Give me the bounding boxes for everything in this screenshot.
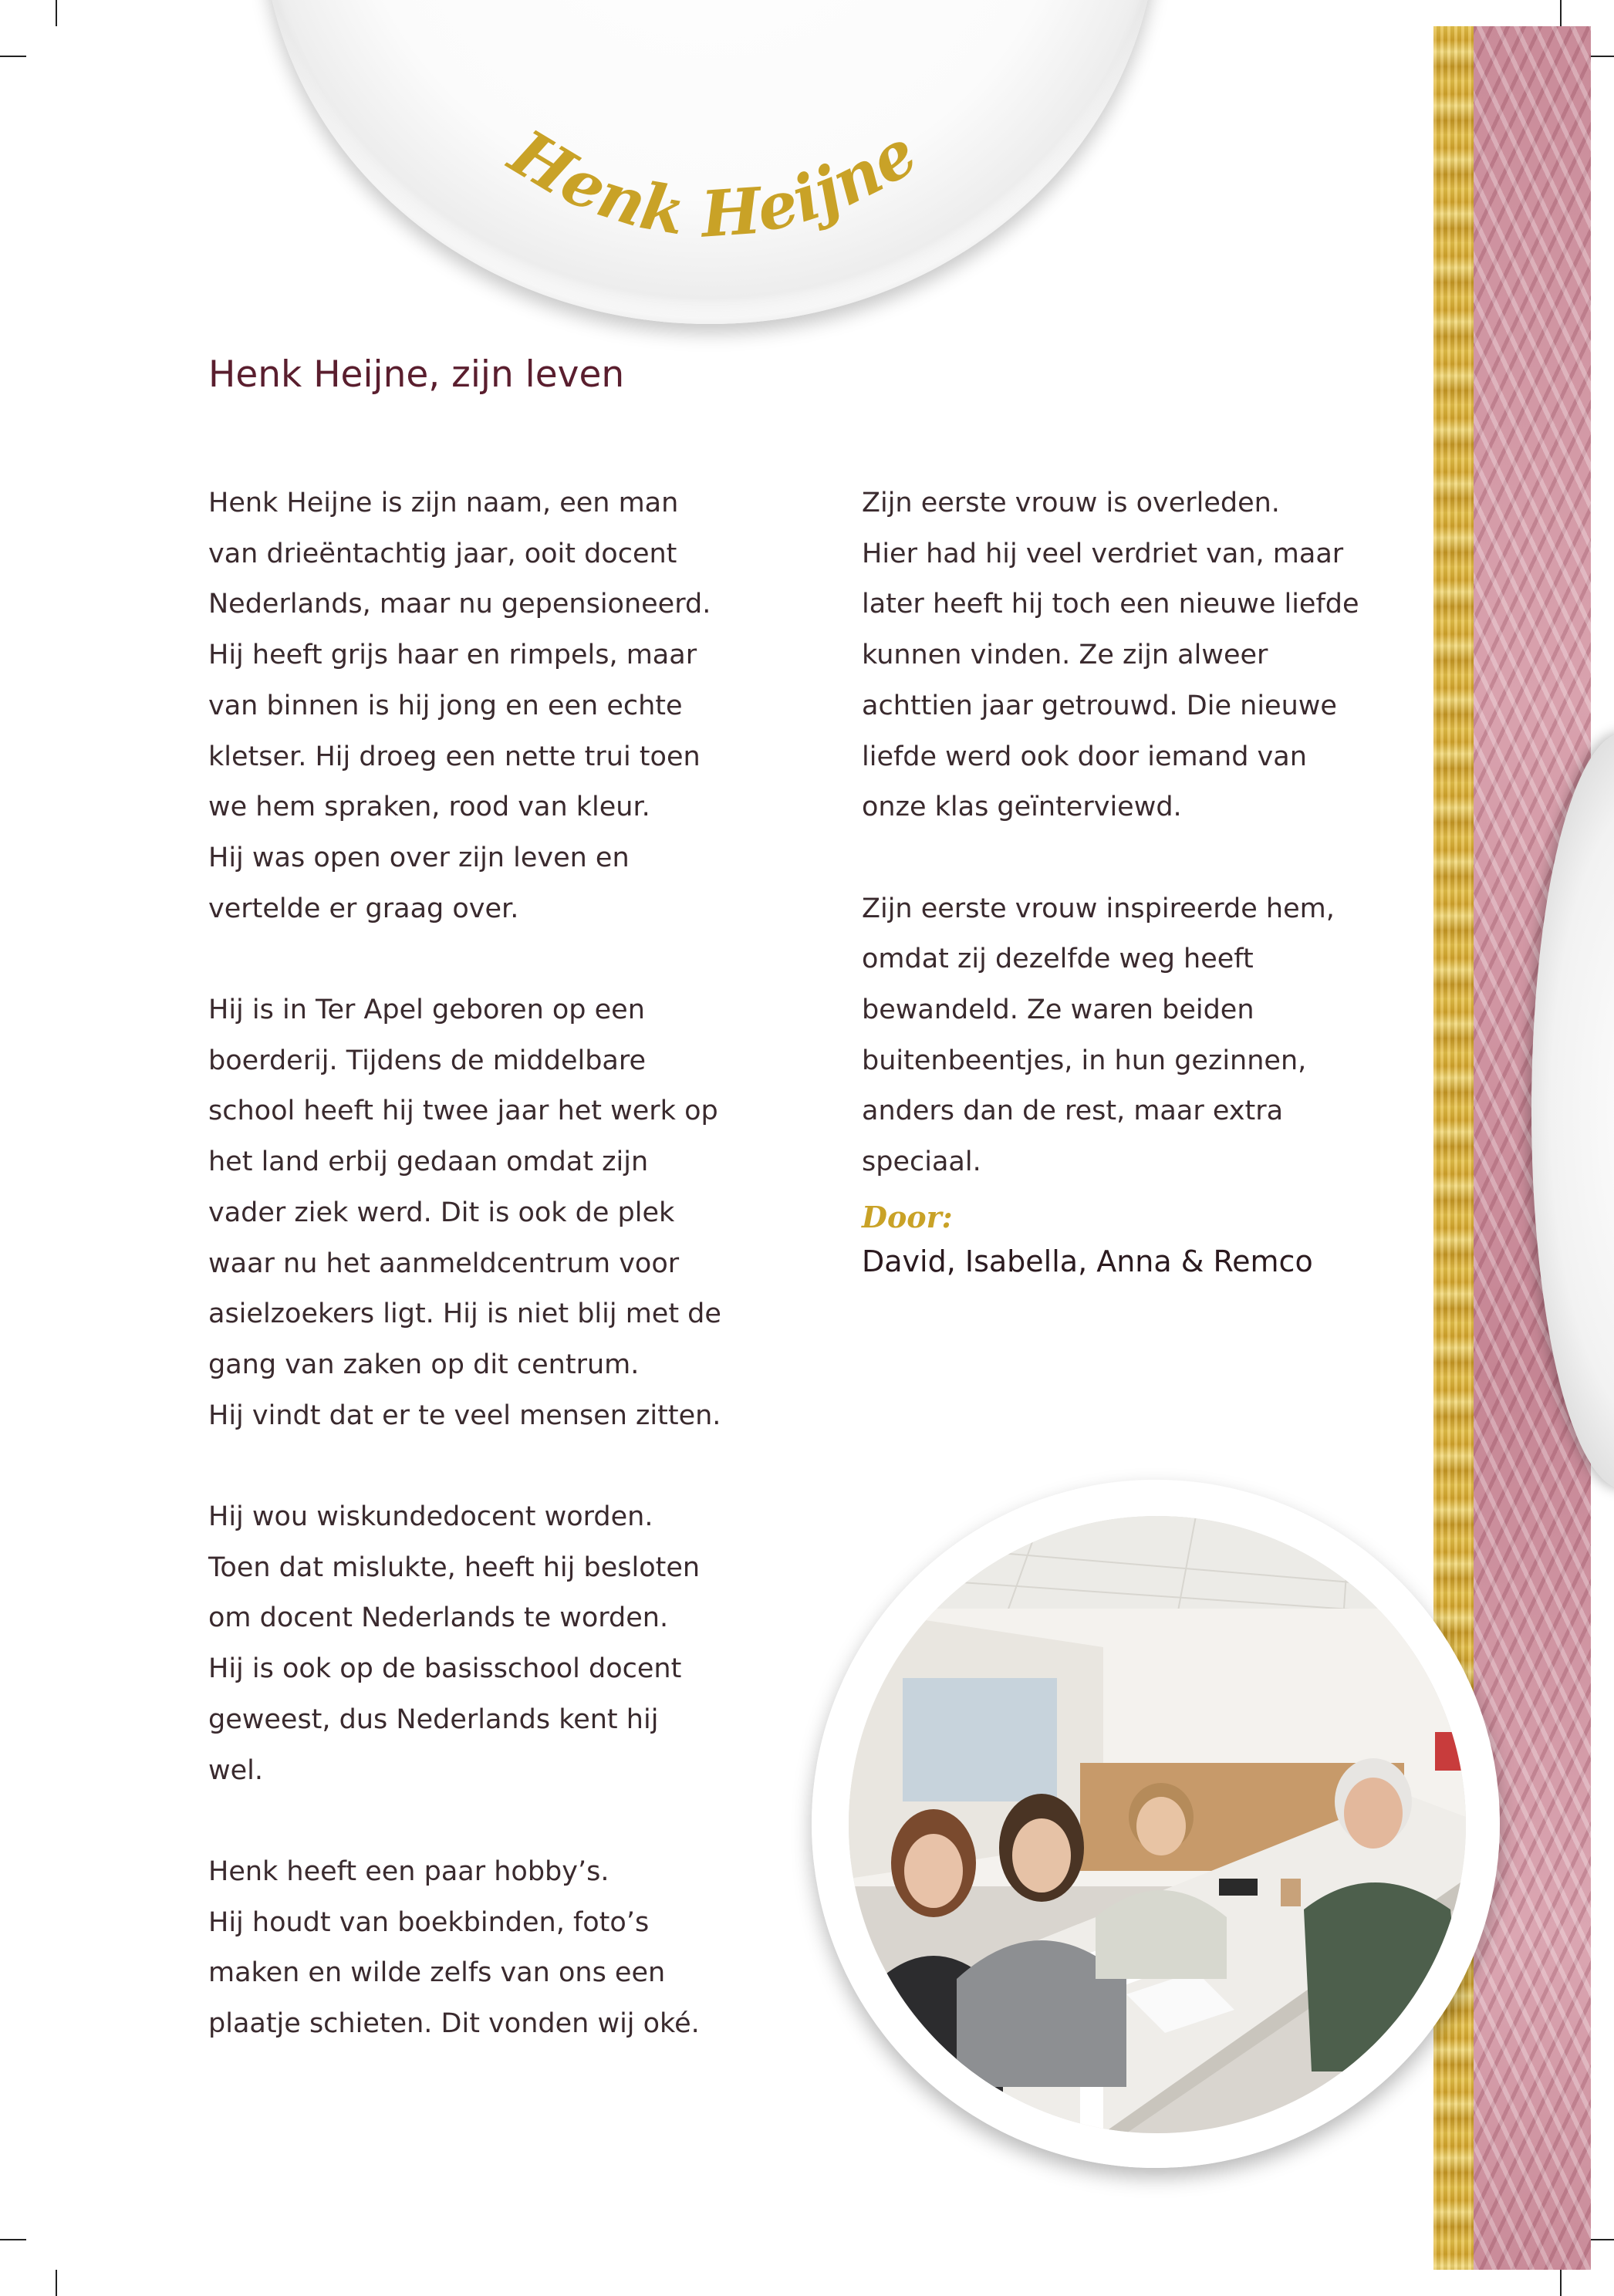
plate-name-svg xyxy=(432,108,988,309)
article-title: Henk Heijne, zijn leven xyxy=(208,353,625,396)
text-line: Zijn eerste vrouw inspireerde hem, xyxy=(862,893,1335,924)
text-line: vertelde er graag over. xyxy=(208,893,519,924)
interview-photo-svg xyxy=(849,1516,1466,2133)
crop-mark-bottom-right-v xyxy=(1560,2270,1562,2296)
text-line: Zijn eerste vrouw is overleden. xyxy=(862,488,1280,518)
article-left-column xyxy=(208,478,748,2100)
text-line: kletser. Hij droeg een nette trui toen xyxy=(208,741,701,772)
text-line: om docent Nederlands te worden. xyxy=(208,1602,669,1634)
text-line: Hij is in Ter Apel geboren op een xyxy=(208,994,645,1026)
text-line: school heeft hij twee jaar het werk op xyxy=(208,1096,718,1127)
text-line: onze klas geïnterviewd. xyxy=(862,792,1182,823)
text-line: waar nu het aanmeldcentrum voor xyxy=(208,1248,680,1279)
text-line: kunnen vinden. Ze zijn alweer xyxy=(862,640,1268,671)
text-line: asielzoekers ligt. Hij is niet blij met de xyxy=(208,1298,721,1330)
plate-name-heading xyxy=(432,108,988,309)
credits-names: David, Isabella, Anna & Remco xyxy=(862,1244,1313,1278)
crop-mark-top-right-h xyxy=(1588,56,1614,57)
paragraph xyxy=(862,478,1402,833)
text-line: Nederlands, maar nu gepensioneerd. xyxy=(208,589,711,620)
text-line: liefde werd ook door iemand van xyxy=(862,741,1307,772)
text-line: maken en wilde zelfs van ons een xyxy=(208,1957,666,1989)
paragraph xyxy=(208,1492,748,1796)
text-line: Hij is ook op de basisschool docent xyxy=(208,1653,682,1685)
plate-name-text xyxy=(496,115,930,252)
article-right-column xyxy=(862,478,1402,1284)
text-line: Hij vindt dat er te veel mensen zitten. xyxy=(208,1400,721,1431)
crop-mark-bottom-left-h xyxy=(0,2239,26,2240)
text-line: Henk Heijne is zijn naam, een man xyxy=(208,488,679,518)
text-line: Henk heeft een paar hobby’s. xyxy=(208,1855,609,1887)
text-line: plaatje schieten. Dit vonden wij oké. xyxy=(208,2008,700,2040)
paragraph xyxy=(208,1847,748,2050)
text-line: gang van zaken op dit centrum. xyxy=(208,1349,640,1380)
text-line: geweest, dus Nederlands kent hij xyxy=(208,1703,659,1735)
interview-photo xyxy=(849,1516,1466,2133)
crop-mark-top-left-v xyxy=(56,0,57,26)
text-line: achttien jaar getrouwd. Die nieuwe xyxy=(862,690,1337,721)
text-line: van binnen is hij jong en een echte xyxy=(208,690,683,721)
crop-mark-bottom-left-v xyxy=(56,2270,57,2296)
text-line: wel. xyxy=(208,1754,264,1786)
text-line: het land erbij gedaan omdat zijn xyxy=(208,1146,649,1178)
text-line: Toen dat mislukte, heeft hij besloten xyxy=(208,1551,701,1583)
text-line: anders dan de rest, maar extra xyxy=(862,1096,1284,1127)
paragraph xyxy=(208,478,748,934)
text-line: omdat zij dezelfde weg heeft xyxy=(862,944,1254,975)
crop-mark-top-right-v xyxy=(1560,0,1562,26)
plate-name-textpath: Henk Heijne xyxy=(497,115,930,252)
crop-mark-top-left-h xyxy=(0,56,26,57)
text-line: Hier had hij veel verdriet van, maar xyxy=(862,538,1344,569)
credits-label: Door: xyxy=(862,1199,953,1234)
text-line: speciaal. xyxy=(862,1146,981,1178)
text-line: van drieëntachtig jaar, ooit docent xyxy=(208,538,677,569)
text-line: buitenbeentjes, in hun gezinnen, xyxy=(862,1045,1307,1076)
text-line: boerderij. Tijdens de middelbare xyxy=(208,1045,647,1076)
text-line: Hij wou wiskundedocent worden. xyxy=(208,1501,653,1533)
text-line: Hij houdt van boekbinden, foto’s xyxy=(208,1906,650,1938)
text-line: vader ziek werd. Dit is ook de plek xyxy=(208,1197,675,1228)
text-line: bewandeld. Ze waren beiden xyxy=(862,994,1254,1026)
text-line: later heeft hij toch een nieuwe liefde xyxy=(862,589,1359,620)
text-line: we hem spraken, rood van kleur. xyxy=(208,792,650,823)
paragraph xyxy=(208,985,748,1441)
paragraph xyxy=(862,884,1402,1188)
text-line: Hij heeft grijs haar en rimpels, maar xyxy=(208,640,697,671)
crop-mark-bottom-right-h xyxy=(1588,2239,1614,2240)
text-line: Hij was open over zijn leven en xyxy=(208,842,630,873)
